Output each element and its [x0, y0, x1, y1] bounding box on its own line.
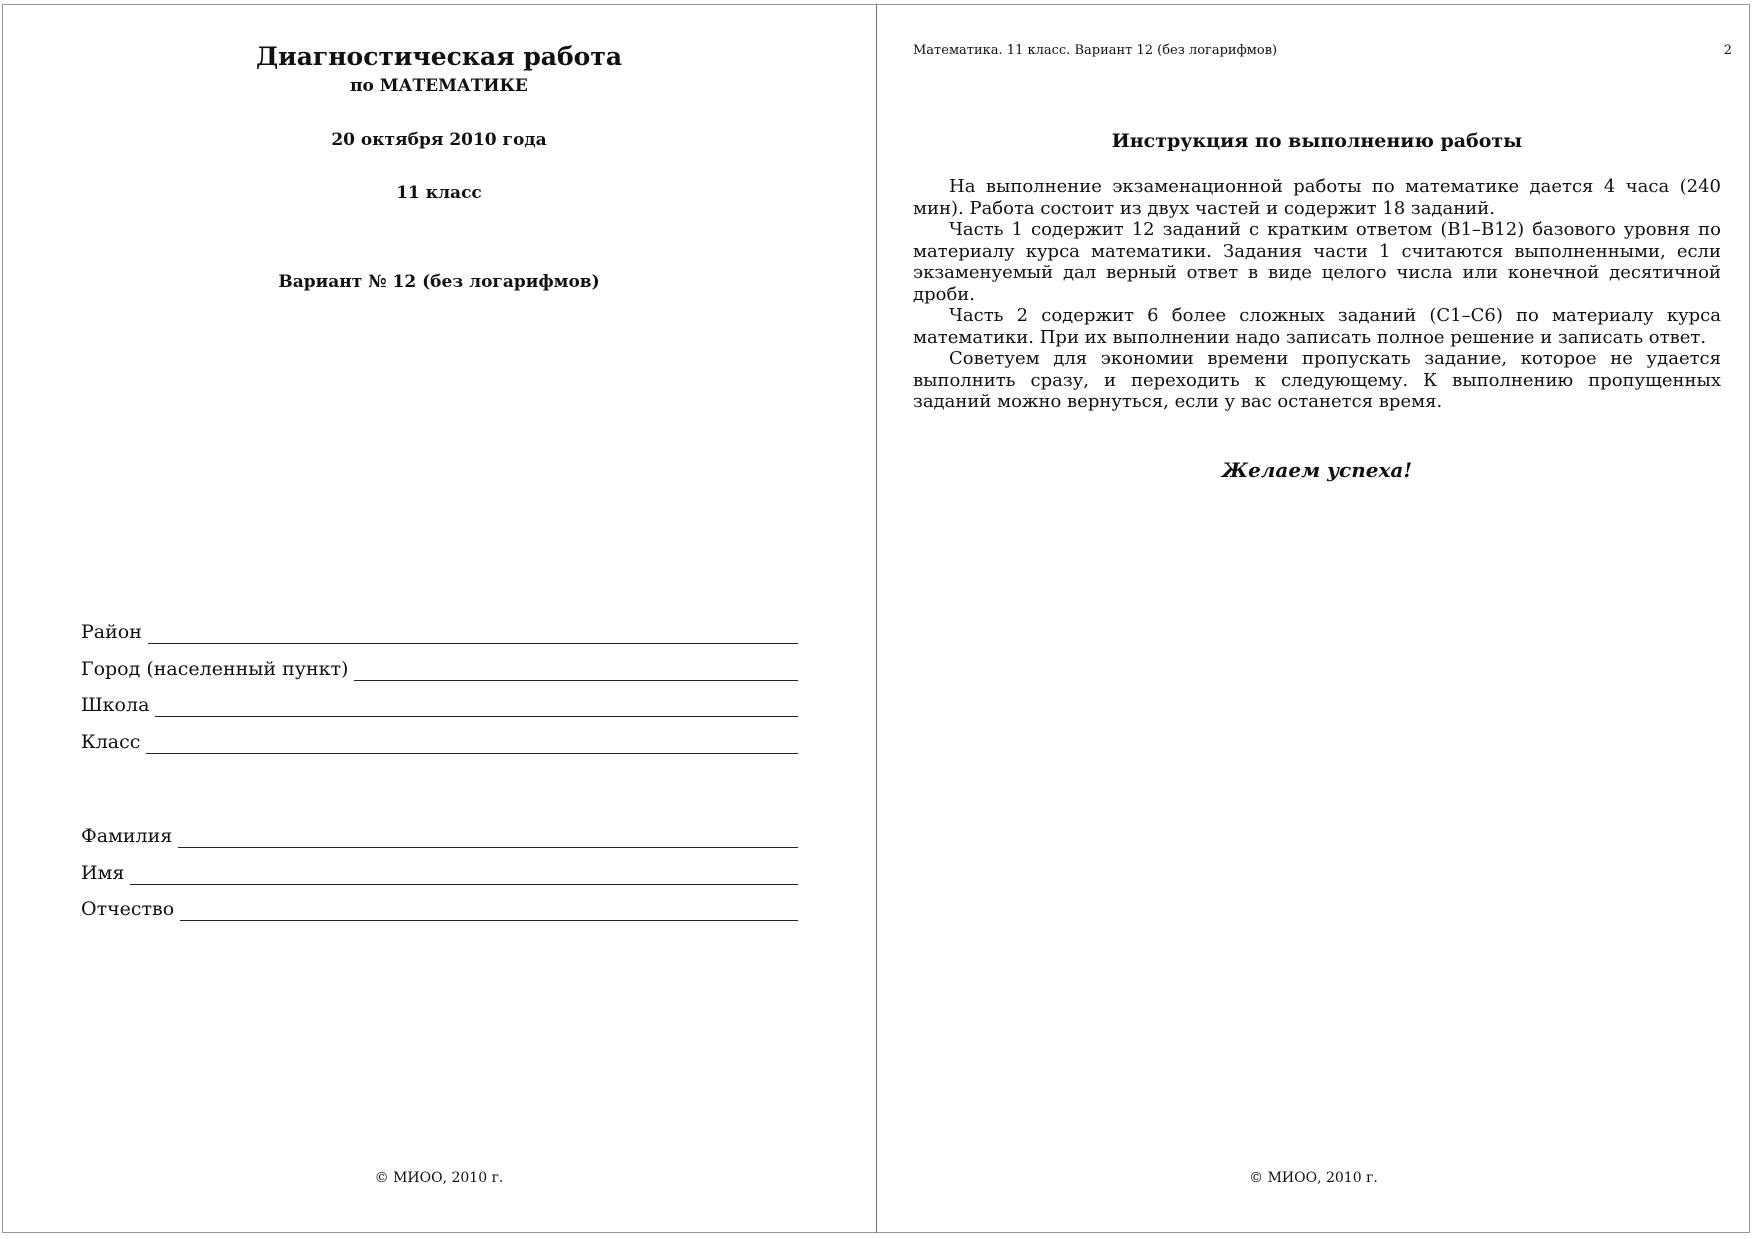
variant-label: Вариант № 12 (без логарифмов)	[278, 272, 600, 292]
field-city	[81, 653, 798, 683]
field-class	[81, 726, 798, 756]
page-number: 2	[1723, 43, 1732, 58]
grade-label: 11 класс	[396, 183, 482, 203]
field-patronymic	[81, 893, 798, 923]
field-patronymic-line[interactable]	[180, 920, 798, 921]
field-surname-label: Фамилия	[81, 825, 173, 847]
instructions-paragraph: Часть 2 содержит 6 более сложных заданий (С1–С6) по материалу курса математики. При их выполнении надо записать полное решение и записать ответ.	[913, 305, 1721, 348]
field-district-line[interactable]	[148, 643, 798, 644]
instructions-paragraph: Советуем для экономии времени пропускать задание, которое не удается выполнить сразу, и переходить к следующему. К выполнению пропущенных заданий можно вернуться, если у вас останется время.	[913, 348, 1721, 412]
field-city-label: Город (населенный пункт)	[81, 658, 349, 680]
running-header: Математика. 11 класс. Вариант 12 (без логарифмов)	[913, 43, 1278, 58]
field-surname-line[interactable]	[178, 847, 798, 848]
field-school-line[interactable]	[155, 716, 798, 717]
field-surname	[81, 820, 798, 850]
title-page	[2, 4, 876, 1233]
field-name-line[interactable]	[130, 884, 798, 885]
field-district-label: Район	[81, 621, 142, 643]
field-district	[81, 616, 798, 646]
field-class-label: Класс	[81, 731, 141, 753]
field-name-label: Имя	[81, 862, 125, 884]
instructions-body	[913, 176, 1721, 413]
instructions-paragraph: На выполнение экзаменационной работы по математике дается 4 часа (240 мин). Работа состоит из двух частей и содержит 18 заданий.	[913, 176, 1721, 219]
field-class-line[interactable]	[146, 753, 798, 754]
field-patronymic-label: Отчество	[81, 898, 175, 920]
left-footer: © МИОО, 2010 г.	[374, 1170, 504, 1186]
exam-date: 20 октября 2010 года	[331, 130, 547, 150]
field-school-label: Школа	[81, 694, 150, 716]
field-school	[81, 689, 798, 719]
instructions-title: Инструкция по выполнению работы	[1111, 130, 1523, 152]
document-title: Диагностическая работа	[255, 42, 623, 71]
right-footer: © МИОО, 2010 г.	[1249, 1170, 1378, 1186]
closing-wish: Желаем успеха!	[1221, 458, 1413, 482]
instructions-paragraph: Часть 1 содержит 12 заданий с кратким ответом (B1–B12) базового уровня по материалу курса математики. Задания части 1 считаются выполненными, если экзаменуемый дал верный ответ в виде целого числа или конечной десятичной дроби.	[913, 219, 1721, 305]
field-name	[81, 857, 798, 887]
field-city-line[interactable]	[354, 680, 798, 681]
document-subtitle: по МАТЕМАТИКЕ	[350, 76, 528, 96]
instructions-page	[877, 4, 1750, 1233]
